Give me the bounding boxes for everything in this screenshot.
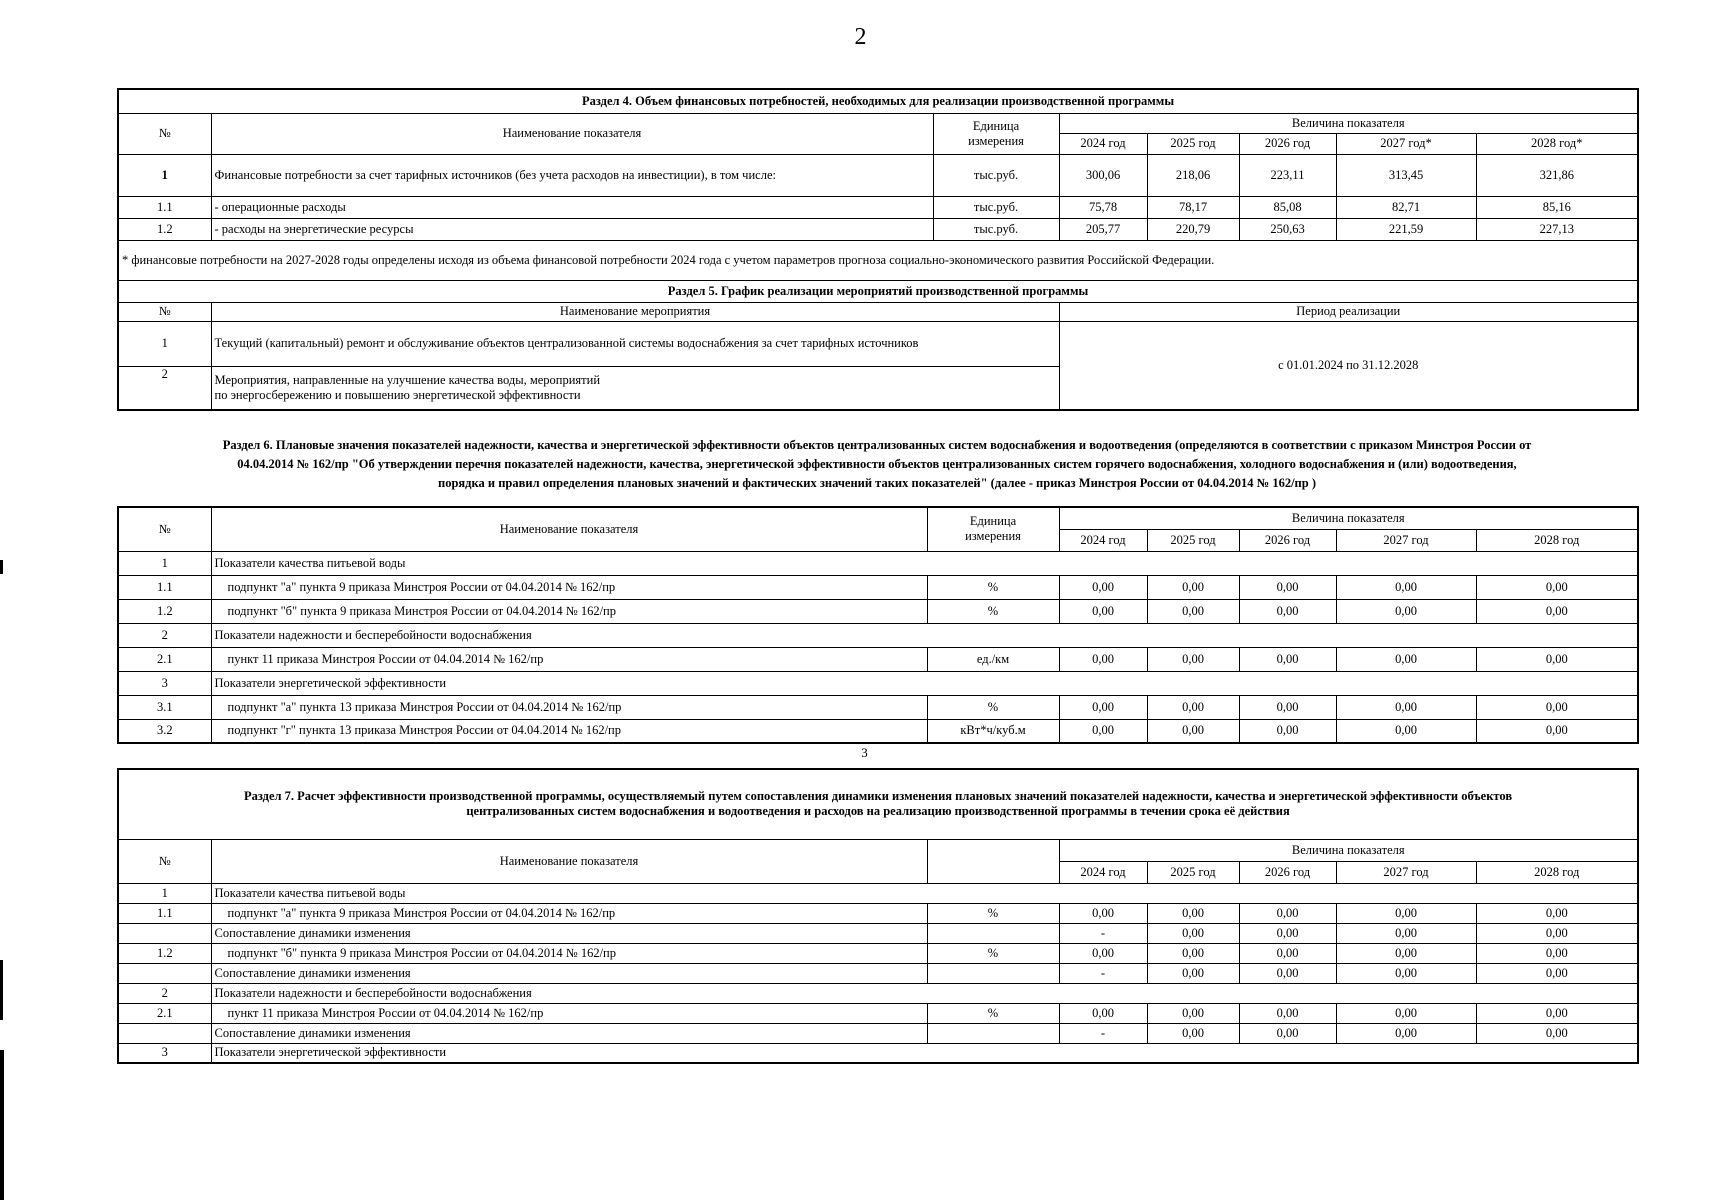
year-header: 2024 год [1059,133,1147,154]
row-value: 0,00 [1059,647,1147,671]
row-no: 1.1 [118,575,211,599]
row-unit: тыс.руб. [933,218,1059,240]
table-row [118,196,1638,218]
col-name-header: Наименование показателя [211,839,927,883]
compare-value: 0,00 [1336,923,1476,943]
row-value: 78,17 [1147,196,1239,218]
compare-row [118,963,1638,983]
year-header: 2027 год* [1336,133,1476,154]
row-name [211,366,1059,410]
row-no: 1 [118,154,211,196]
row-value: 300,06 [1059,154,1147,196]
compare-value: 0,00 [1147,963,1239,983]
year-header: 2025 год [1147,529,1239,551]
row-value: 0,00 [1336,647,1476,671]
section-4-title-row [118,89,1638,113]
row-no: 1.2 [118,599,211,623]
row-value: 0,00 [1476,943,1638,963]
row-value: 0,00 [1239,943,1336,963]
row-no: 3.1 [118,695,211,719]
row-value: 0,00 [1239,1003,1336,1023]
row-value: 85,16 [1476,196,1638,218]
footnote-row [118,240,1638,280]
row-no: 1 [118,883,211,903]
group-name: Показатели надежности и бесперебойности водоснабжения [211,623,1638,647]
row-name: пункт 11 приказа Минстроя России от 04.04.2014 № 162/пр [211,647,927,671]
compare-label: Сопоставление динамики изменения [211,963,927,983]
section-5-title: Раздел 5. График реализации мероприятий производственной программы [118,280,1638,302]
section-4-footnote: * финансовые потребности на 2027-2028 годы определены исходя из объема финансовой потребности 2024 года с учетом параметров прогноза социально-экономического развития Российской Федерации. [118,240,1638,280]
row-unit: % [927,903,1059,923]
col-unit-header [927,507,1059,551]
table-row [118,218,1638,240]
row-value: 0,00 [1336,943,1476,963]
table-row [118,154,1638,196]
page-number-3: 3 [861,745,868,760]
section-7-title-line1: Раздел 7. Расчет эффективности производственной программы, осуществляемый путем сопоставления динамики изменения плановых значений показателей надежности, качества и энергетической эффективности объектов [243,789,1513,804]
row-value: 227,13 [1476,218,1638,240]
row-value: 85,08 [1239,196,1336,218]
section-6-header-row [118,507,1638,529]
row-value: 0,00 [1147,575,1239,599]
row-value: 0,00 [1059,575,1147,599]
year-header: 2025 год [1147,861,1239,883]
year-header: 2024 год [1059,861,1147,883]
compare-value: - [1059,923,1147,943]
row-name: подпункт "а" пункта 13 приказа Минстроя России от 04.04.2014 № 162/пр [211,695,927,719]
col-name-header: Наименование показателя [211,507,927,551]
row-name: Текущий (капитальный) ремонт и обслуживание объектов централизованной системы водоснабжения за счет тарифных источников [211,321,1059,366]
row-name: подпункт "а" пункта 9 приказа Минстроя России от 04.04.2014 № 162/пр [211,903,927,923]
row-value: 0,00 [1147,599,1239,623]
section-7-title-row [118,769,1638,839]
row-value: 0,00 [1059,903,1147,923]
row-name: подпункт "г" пункта 13 приказа Минстроя России от 04.04.2014 № 162/пр [211,719,927,743]
row-no: 3 [118,671,211,695]
compare-row [118,923,1638,943]
row-name: - операционные расходы [211,196,933,218]
table-row [118,903,1638,923]
row-value: 0,00 [1147,1003,1239,1023]
year-header: 2026 год [1239,861,1336,883]
row-value: 0,00 [1239,695,1336,719]
compare-value: 0,00 [1336,1023,1476,1043]
year-header: 2028 год* [1476,133,1638,154]
page-number: 2 [854,24,867,50]
row-unit: % [927,599,1059,623]
group-row [118,983,1638,1003]
group-name: Показатели качества питьевой воды [211,551,1638,575]
col-unit-line1: Единица [972,118,1020,133]
row-value: 223,11 [1239,154,1336,196]
row-name: - расходы на энергетические ресурсы [211,218,933,240]
compare-value: - [1059,1023,1147,1043]
group-row [118,551,1638,575]
row-name: подпункт "б" пункта 9 приказа Минстроя России от 04.04.2014 № 162/пр [211,599,927,623]
scan-mark [0,560,3,574]
row-value: 220,79 [1147,218,1239,240]
row-no: 2.1 [118,647,211,671]
row-value: 0,00 [1059,695,1147,719]
scan-mark [0,1050,4,1200]
col-no-header: № [118,113,211,154]
section-6-title [117,436,1637,493]
table-row [118,599,1638,623]
compare-value: 0,00 [1239,1023,1336,1043]
row-no: 2 [118,983,211,1003]
section-7-header-row [118,839,1638,861]
col-no-header: № [118,302,211,321]
table-row [118,321,1638,366]
row-unit-empty [927,963,1059,983]
row-value: 0,00 [1336,719,1476,743]
col-value-header: Величина показателя [1059,113,1638,133]
year-header: 2028 год [1476,861,1638,883]
row-value: 0,00 [1147,647,1239,671]
row-no-empty [118,923,211,943]
row-value: 0,00 [1336,903,1476,923]
compare-value: 0,00 [1476,963,1638,983]
row-value: 0,00 [1476,903,1638,923]
group-row [118,671,1638,695]
table-row [118,695,1638,719]
row-value: 0,00 [1336,1003,1476,1023]
table-row [118,1003,1638,1023]
row-value: 218,06 [1147,154,1239,196]
col-unit-line2: измерения [968,133,1024,148]
row-unit: % [927,695,1059,719]
row-unit: % [927,943,1059,963]
row-value: 0,00 [1336,599,1476,623]
section-7-title-line2: централизованных систем водоснабжения и водоотведения и расходов на реализацию производственной программы в течении срока её действия [466,804,1290,819]
row-value: 0,00 [1059,1003,1147,1023]
group-name: Показатели качества питьевой воды [211,883,1638,903]
row-value: 205,77 [1059,218,1147,240]
row-unit-empty [927,1023,1059,1043]
col-event-header: Наименование мероприятия [211,302,1059,321]
row-no: 3 [118,1043,211,1063]
group-row [118,883,1638,903]
row-value: 0,00 [1239,599,1336,623]
period-value: с 01.01.2024 по 31.12.2028 [1059,321,1638,410]
row-name: пункт 11 приказа Минстроя России от 04.04.2014 № 162/пр [211,1003,927,1023]
compare-value: 0,00 [1239,963,1336,983]
col-value-header: Величина показателя [1059,507,1638,529]
year-header: 2028 год [1476,529,1638,551]
year-header: 2026 год [1239,133,1336,154]
row-no-empty [118,1023,211,1043]
row-value: 0,00 [1239,903,1336,923]
row-value: 0,00 [1476,575,1638,599]
row-value: 313,45 [1336,154,1476,196]
row-unit: кВт*ч/куб.м [927,719,1059,743]
group-row [118,623,1638,647]
row-no: 2.1 [118,1003,211,1023]
group-name: Показатели энергетической эффективности [211,671,1638,695]
row-no: 1.2 [118,218,211,240]
year-header: 2027 год [1336,529,1476,551]
row-value: 0,00 [1476,599,1638,623]
section-6-title-line1: Раздел 6. Плановые значения показателей надежности, качества и энергетической эффективности объектов централизованных систем водоснабжения и водоотведения (определяются в соответствии с приказом Минстроя России от [222,438,1532,452]
section-5-header-row [118,302,1638,321]
row-value: 0,00 [1476,695,1638,719]
col-no-header: № [118,839,211,883]
row-unit: тыс.руб. [933,154,1059,196]
section-6-table [117,506,1639,744]
year-header: 2026 год [1239,529,1336,551]
row-value: 0,00 [1476,1003,1638,1023]
compare-label: Сопоставление динамики изменения [211,1023,927,1043]
row-name: Финансовые потребности за счет тарифных источников (без учета расходов на инвестиции), в том числе: [211,154,933,196]
row-no-empty [118,963,211,983]
row-no: 1.1 [118,903,211,923]
compare-value: 0,00 [1476,1023,1638,1043]
row-no: 2 [118,623,211,647]
row-name: подпункт "б" пункта 9 приказа Минстроя России от 04.04.2014 № 162/пр [211,943,927,963]
row-value: 0,00 [1147,903,1239,923]
table-row [118,943,1638,963]
row-value: 250,63 [1239,218,1336,240]
row-value: 221,59 [1336,218,1476,240]
row-value: 0,00 [1059,943,1147,963]
row-unit: тыс.руб. [933,196,1059,218]
row-value: 321,86 [1476,154,1638,196]
row-value: 82,71 [1336,196,1476,218]
compare-value: 0,00 [1147,923,1239,943]
row-no: 2 [118,366,211,410]
section-5-title-row [118,280,1638,302]
section-4-title: Раздел 4. Объем финансовых потребностей, необходимых для реализации производственной программы [118,89,1638,113]
row-value: 0,00 [1147,695,1239,719]
row-unit-empty [927,923,1059,943]
col-name-header: Наименование показателя [211,113,933,154]
table-row [118,719,1638,743]
year-header: 2024 год [1059,529,1147,551]
section-7-table [117,768,1639,1064]
year-header: 2027 год [1336,861,1476,883]
compare-value: 0,00 [1336,963,1476,983]
col-unit-line1: Единица [969,514,1017,529]
row-no: 1.2 [118,943,211,963]
row-value: 0,00 [1147,943,1239,963]
compare-label: Сопоставление динамики изменения [211,923,927,943]
section-4-header-row [118,113,1638,133]
year-header: 2025 год [1147,133,1239,154]
col-value-header: Величина показателя [1059,839,1638,861]
row-name-line1: Мероприятия, направленные на улучшение качества воды, мероприятий [214,372,601,387]
row-name-line2: по энергосбережению и повышению энергетической эффективности [214,387,581,402]
compare-row [118,1023,1638,1043]
row-unit: % [927,1003,1059,1023]
row-value: 0,00 [1059,719,1147,743]
row-no: 3.2 [118,719,211,743]
row-value: 0,00 [1336,695,1476,719]
col-unit-header [933,113,1059,154]
row-unit: ед./км [927,647,1059,671]
col-period-header: Период реализации [1059,302,1638,321]
row-value: 0,00 [1059,599,1147,623]
section-6-title-line3: порядка и правил определения плановых значений и фактических значений таких показателей" (далее - приказ Минстроя России от 04.04.2014 № 162/пр ) [438,476,1316,490]
compare-value: 0,00 [1476,923,1638,943]
row-no: 1.1 [118,196,211,218]
group-name: Показатели энергетической эффективности [211,1043,1638,1063]
table-row [118,575,1638,599]
row-no: 1 [118,321,211,366]
section-7-title [118,769,1638,839]
row-value: 75,78 [1059,196,1147,218]
row-value: 0,00 [1239,575,1336,599]
table-row [118,647,1638,671]
row-value: 0,00 [1476,647,1638,671]
group-row [118,1043,1638,1063]
compare-value: - [1059,963,1147,983]
row-unit: % [927,575,1059,599]
col-unit-header-empty [927,839,1059,883]
row-value: 0,00 [1239,647,1336,671]
col-unit-line2: измерения [965,529,1021,544]
compare-value: 0,00 [1239,923,1336,943]
row-name: подпункт "а" пункта 9 приказа Минстроя России от 04.04.2014 № 162/пр [211,575,927,599]
row-value: 0,00 [1147,719,1239,743]
row-value: 0,00 [1239,719,1336,743]
row-value: 0,00 [1476,719,1638,743]
scan-mark [0,960,3,1020]
compare-value: 0,00 [1147,1023,1239,1043]
col-no-header: № [118,507,211,551]
section-6-title-line2: 04.04.2014 № 162/пр "Об утверждении перечня показателей надежности, качества, энергетической эффективности объектов централизованных систем горячего водоснабжения, холодного водоснабжения и (или) водоотведения, [237,457,1517,471]
group-name: Показатели надежности и бесперебойности водоснабжения [211,983,1638,1003]
row-no: 1 [118,551,211,575]
section-4-5-table [117,88,1639,411]
row-value: 0,00 [1336,575,1476,599]
